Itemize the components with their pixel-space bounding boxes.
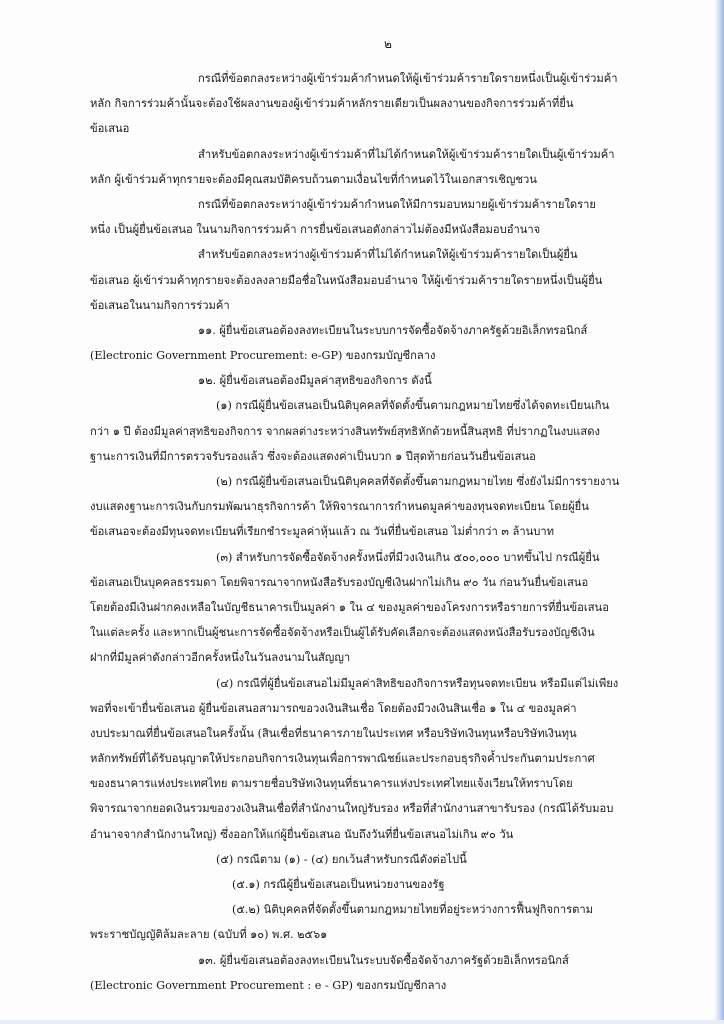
text-line: อำนาจจากสำนักงานใหญ่) ซึ่งออกให้แก่ผู้ยื่นข้อเสนอ นับถึงวันที่ยื่นข้อเสนอไม่เกิน ๙๐ วัน: [90, 827, 514, 841]
text-line: ของธนาคารแห่งประเทศไทย ตามรายชื่อบริษัทเงินทุนที่ธนาคารแห่งประเทศไทยแจ้งเวียนให้ทราบโดย: [90, 777, 573, 791]
text-line: ข้อเสนอในนามกิจการร่วมค้า: [90, 298, 230, 312]
text-line: พระราชบัญญัติล้มละลาย (ฉบับที่ ๑๐) พ.ศ. ๒๕๖๑: [90, 928, 328, 942]
text-line: ข้อเสนอเป็นบุคคลธรรมดา โดยพิจารณาจากหนังสือรับรองบัญชีเงินฝากไม่เกิน ๙๐ วัน ก่อนวันยื่นข้อเสนอ: [90, 575, 589, 589]
text-line: ในแต่ละครั้ง และหากเป็นผู้ชนะการจัดซื้อจัดจ้างหรือเป็นผู้ได้รับคัดเลือกจะต้องแสดงหนังสือรับรองบัญชีเงิน: [90, 626, 595, 640]
page-edge-shadow: [714, 0, 724, 1024]
text-line: ข้อเสนอ ผู้เข้าร่วมค้าทุกรายจะต้องลงลายมือชื่อในหนังสือมอบอำนาจ ให้ผู้เข้าร่วมค้ารายใดรายหนึ่งเป็นผู้ยื่น: [90, 273, 603, 287]
clause-13-heading: ๑๓. ผู้ยื่นข้อเสนอต้องลงทะเบียนในระบบจัดซื้อจัดจ้างภาครัฐด้วยอิเล็กทรอนิกส์: [198, 953, 569, 967]
text-line: งบแสดงฐานะการเงินกับกรมพัฒนาธุรกิจการค้า ให้พิจารณาการกำหนดมูลค่าของทุนจดทะเบียน โดยผู้ยื่น: [90, 500, 589, 514]
text-line: พิจารณาจากยอดเงินรวมของวงเงินสินเชื่อที่สำนักงานใหญ่รับรอง หรือที่สำนักงานสาขารับรอง (กรณีได้รับมอบ: [90, 802, 614, 816]
text-line: ข้อเสนอ: [90, 122, 130, 136]
text-line: ฝากที่มีมูลค่าดังกล่าวอีกครั้งหนึ่งในวันลงนามในสัญญา: [90, 651, 351, 665]
page-edge-bottom: [0, 1020, 724, 1024]
text-line: (Electronic Government Procurement : e - GP) ของกรมบัญชีกลาง: [90, 978, 447, 992]
clause-12-1: (๑) กรณีผู้ยื่นข้อเสนอเป็นนิติบุคคลที่จัดตั้งขึ้นตามกฎหมายไทยซึ่งได้จดทะเบียนเกิน: [216, 399, 610, 413]
text-line: หลักทรัพย์ที่ได้รับอนุญาตให้ประกอบกิจการเงินทุนเพื่อการพาณิชย์และประกอบธุรกิจค้ำประกันตามประกาศ: [90, 752, 595, 766]
text-line: ฐานะการเงินที่มีการตรวจรับรองแล้ว ซึ่งจะต้องแสดงค่าเป็นบวก ๑ ปีสุดท้ายก่อนวันยื่นข้อเสนอ: [90, 449, 536, 463]
clause-12-5: (๕) กรณีตาม (๑) - (๔) ยกเว้นสำหรับกรณีดังต่อไปนี้: [216, 852, 467, 866]
clause-12-3: (๓) สำหรับการจัดซื้อจัดจ้างครั้งหนึ่งที่มีวงเงินเกิน ๕๐๐,๐๐๐ บาทขึ้นไป กรณีผู้ยื่น: [216, 550, 600, 564]
text-line: งบประมาณที่ยื่นข้อเสนอในครั้งนั้น (สินเชื่อที่ธนาคารภายในประเทศ หรือบริษัทเงินทุนหรือบริษัทเงินทุน: [90, 726, 577, 740]
clause-12-heading: ๑๒. ผู้ยื่นข้อเสนอต้องมีมูลค่าสุทธิของกิจการ ดังนี้: [198, 374, 432, 388]
clause-12-5-1: (๕.๑) กรณีผู้ยื่นข้อเสนอเป็นหน่วยงานของรัฐ: [232, 878, 445, 891]
page-number: ๒: [384, 37, 392, 51]
text-line: โดยต้องมีเงินฝากคงเหลือในบัญชีธนาคารเป็นมูลค่า ๑ ใน ๔ ของมูลค่าของโครงการหรือรายการที่ยื่นข้อเสนอ: [90, 600, 609, 614]
text-line: พอที่จะเข้ายื่นข้อเสนอ ผู้ยื่นข้อเสนอสามารถขอวงเงินสินเชื่อ โดยต้องมีวงเงินสินเชื่อ ๑ ใน ๔ ของมูลค่า: [90, 701, 577, 715]
text-line: สำหรับข้อตกลงระหว่างผู้เข้าร่วมค้าที่ไม่ได้กำหนดให้ผู้เข้าร่วมค้ารายใดเป็นผู้ยื่น: [198, 248, 578, 262]
clause-11-heading: ๑๑. ผู้ยื่นข้อเสนอต้องลงทะเบียนในระบบการจัดซื้อจัดจ้างภาครัฐด้วยอิเล็กทรอนิกส์: [198, 323, 588, 337]
text-line: สำหรับข้อตกลงระหว่างผู้เข้าร่วมค้าที่ไม่ได้กำหนดให้ผู้เข้าร่วมค้ารายใดเป็นผู้เข้าร่วมค้า: [198, 147, 615, 161]
clause-12-5-2: (๕.๒) นิติบุคคลที่จัดตั้งขึ้นตามกฎหมายไทยที่อยู่ระหว่างการฟื้นฟูกิจการตาม: [232, 903, 594, 917]
text-line: หนึ่ง เป็นผู้ยื่นข้อเสนอ ในนามกิจการร่วมค้า การยื่นข้อเสนอดังกล่าวไม่ต้องมีหนังสือมอบอำนาจ: [90, 223, 541, 237]
clause-12-4: (๔) กรณีที่ผู้ยื่นข้อเสนอไม่มีมูลค่าสิทธิของกิจการหรือทุนจดทะเบียน หรือมีแต่ไม่เพียง: [216, 676, 619, 690]
text-line: กรณีที่ข้อตกลงระหว่างผู้เข้าร่วมค้ากำหนดให้มีการมอบหมายผู้เข้าร่วมค้ารายใดราย: [198, 197, 596, 211]
text-line: กว่า ๑ ปี ต้องมีมูลค่าสุทธิของกิจการ จากผลต่างระหว่างสินทรัพย์สุทธิหักด้วยหนี้สินสุทธิ ที่ปรากฏในงบแสดง: [90, 424, 600, 438]
text-line: (Electronic Government Procurement: e-GP) ของกรมบัญชีกลาง: [90, 349, 436, 363]
text-line: กรณีที่ข้อตกลงระหว่างผู้เข้าร่วมค้ากำหนดให้ผู้เข้าร่วมค้ารายใดรายหนึ่งเป็นผู้เข้าร่วมค้า: [198, 72, 618, 85]
text-line: ข้อเสนอจะต้องมีทุนจดทะเบียนที่เรียกชำระมูลค่าหุ้นแล้ว ณ วันที่ยื่นข้อเสนอ ไม่ต่ำกว่า ๓ ล้านบาท: [90, 525, 555, 539]
document-body: [90, 32, 686, 998]
text-line: หลัก กิจการร่วมค้านั้นจะต้องใช้ผลงานของผู้เข้าร่วมค้าหลักรายเดียวเป็นผลงานของกิจการร่วมค้าที่ยื่น: [90, 97, 574, 111]
clause-12-2: (๒) กรณีผู้ยื่นข้อเสนอเป็นนิติบุคคลที่จัดตั้งขึ้นตามกฎหมายไทย ซึ่งยังไม่มีการรายงาน: [216, 475, 620, 488]
text-line: หลัก ผู้เข้าร่วมค้าทุกรายจะต้องมีคุณสมบัติครบถ้วนตามเงื่อนไขที่กำหนดไว้ในเอกสารเชิญชวน: [90, 172, 537, 186]
